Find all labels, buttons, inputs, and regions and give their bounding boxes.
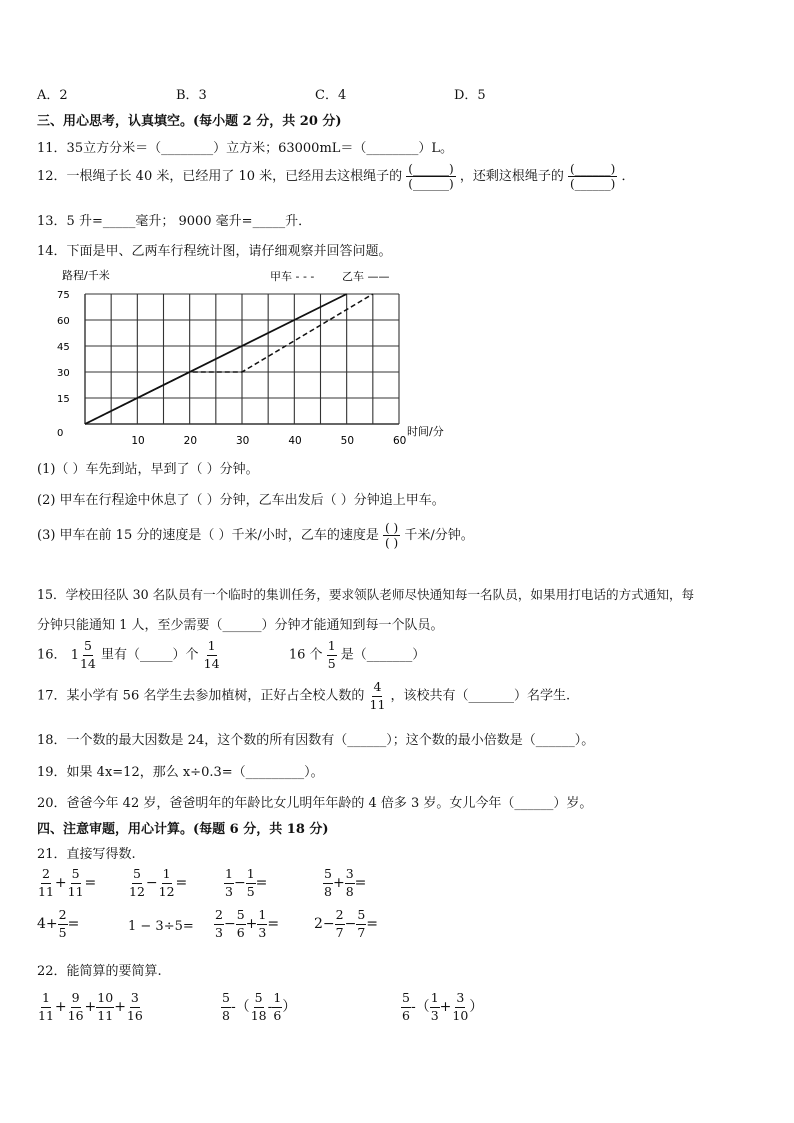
q22-item-c <box>401 992 483 1022</box>
q21b-eq: = <box>175 875 188 891</box>
q21a-d1: 11 <box>38 883 54 899</box>
q21g-op2: + <box>245 916 258 932</box>
q16-text-2: 16 个 <box>288 647 323 663</box>
q14-3-blank-num: ( ) <box>385 521 399 535</box>
q16-fraction-2 <box>203 640 221 670</box>
y-tick-label: 60 <box>57 316 70 327</box>
q22a-d1: 11 <box>38 1007 54 1023</box>
legend-jia: 甲车 - - - <box>270 270 315 283</box>
x-tick-label: 40 <box>288 435 302 447</box>
q21a-d2: 11 <box>67 883 84 899</box>
q17-num: 4 <box>372 681 382 697</box>
q21c-eq: = <box>255 875 268 891</box>
x-tick-label: 20 <box>183 435 198 447</box>
q16-fraction-1 <box>79 640 97 670</box>
q21g-n2: 5 <box>236 909 246 925</box>
question-22: 22．能简算的要简算. <box>37 964 162 979</box>
q17-den: 11 <box>369 696 386 712</box>
q21c-n2: 1 <box>246 868 256 884</box>
q21h-n1: 2 <box>335 909 345 925</box>
q21b-n1: 5 <box>132 868 142 884</box>
travel-chart <box>37 266 467 448</box>
y-tick-label: 75 <box>57 290 70 301</box>
q22b-op: - <box>267 999 273 1015</box>
q16-den3: 5 <box>327 655 336 671</box>
q22b-n2: 5 <box>254 992 264 1008</box>
y-tick-label: 45 <box>57 342 70 353</box>
q21g-d2: 6 <box>236 924 245 940</box>
q12-blank-fraction-2 <box>568 163 617 190</box>
q12-blank-fraction-1 <box>406 163 455 190</box>
q22-item-a <box>37 992 144 1022</box>
question-14-1: (1)（ ）车先到站，早到了（ ）分钟。 <box>37 462 259 477</box>
q14-3-text-post: 千米/分钟。 <box>404 528 474 543</box>
y-tick-label: 15 <box>57 394 70 405</box>
question-15-line-1: 15．学校田径队 30 名队员有一个临时的集训任务，要求领队老师尽快通知每一名队员，如果用打电话的方式通知，每 <box>37 587 695 602</box>
q22-item-b <box>221 992 296 1022</box>
q21d-op: + <box>332 875 345 891</box>
q22a-op1: + <box>54 999 67 1015</box>
q14-3-blank-fraction <box>383 522 400 549</box>
q21b-d1: 12 <box>129 883 145 899</box>
q21-item-d <box>323 868 366 898</box>
q21e-d1: 5 <box>58 924 67 940</box>
section-3-heading: 三、用心思考，认真填空。(每小题 2 分，共 20 分) <box>37 114 342 129</box>
q22b-close: ） <box>282 999 297 1015</box>
option-b: B．3 <box>176 88 207 103</box>
q22b-n3: 1 <box>272 992 282 1008</box>
q21g-n1: 2 <box>214 909 224 925</box>
q21h-d1: 7 <box>335 924 344 940</box>
q12-blank1-den: (______) <box>408 177 454 191</box>
q22c-d2: 3 <box>430 1007 439 1023</box>
q22b-d1: 8 <box>222 1007 230 1023</box>
q21-item-f: 1 − 3÷5= <box>128 919 194 934</box>
q21a-n1: 2 <box>41 868 51 884</box>
q16-text-1: 里有（_____）个 <box>101 647 199 663</box>
q17-fraction <box>369 681 387 711</box>
q22a-d3: 11 <box>97 1007 114 1023</box>
question-13: 13．5 升=_____毫升； 9000 毫升=_____升． <box>37 214 312 229</box>
q22b-d2: 18 <box>250 1007 267 1023</box>
q22c-n1: 5 <box>401 992 411 1008</box>
chart-grid <box>85 294 399 424</box>
q21b-op: − <box>145 875 158 891</box>
question-11: 11．35立方分米＝（________）立方米；63000mL＝（________）L。 <box>37 141 454 156</box>
q21c-op: − <box>233 875 246 891</box>
chart-legend <box>270 270 390 283</box>
y-tick-label: 0 <box>57 428 64 439</box>
question-14-3 <box>37 522 474 549</box>
q21b-n2: 1 <box>162 868 172 884</box>
q14-3-text-pre: (3) 甲车在前 15 分的速度是（ ）千米/小时，乙车的速度是 <box>37 528 379 543</box>
q16-fraction-3 <box>327 640 337 670</box>
y-tick-label: 30 <box>57 368 70 379</box>
question-17 <box>37 681 570 711</box>
q22a-op3: + <box>114 999 126 1015</box>
q16-num2: 1 <box>207 640 217 656</box>
q21g-op1: − <box>223 916 236 932</box>
question-20: 20．爸爸今年 42 岁，爸爸明年的年龄比女儿明年年龄的 4 倍多 3 岁。女儿今年（______）岁。 <box>37 796 593 811</box>
q17-text-post: ，该校共有（_______）名学生. <box>390 688 571 704</box>
q16-label: 16． <box>37 647 67 663</box>
q21a-n2: 5 <box>71 868 81 884</box>
q22c-n3: 3 <box>455 992 465 1008</box>
q21-item-b <box>128 868 187 898</box>
q21-item-h <box>314 909 378 939</box>
q22c-d1: 6 <box>402 1007 410 1023</box>
q21d-d1: 8 <box>324 883 332 899</box>
q21h-op: − <box>344 916 357 932</box>
q16-num1: 5 <box>83 640 93 656</box>
q16-whole: 1 <box>70 647 79 663</box>
q21d-eq: = <box>354 875 367 891</box>
q22c-d3: 10 <box>452 1007 469 1023</box>
q22a-op2: + <box>84 999 97 1015</box>
q16-den1: 14 <box>79 655 96 671</box>
q21c-d2: 5 <box>246 883 255 899</box>
question-12 <box>37 163 635 190</box>
q16-text-3: 是（_______） <box>340 647 426 663</box>
x-tick-label: 30 <box>236 435 250 447</box>
question-19: 19．如果 4x=12，那么 x÷0.3=（_________）。 <box>37 765 324 780</box>
option-d: D．5 <box>454 88 486 103</box>
q21e-n1: 2 <box>58 909 68 925</box>
chart-yticks <box>57 290 70 439</box>
chart-xlabel: 时间/分 <box>407 425 444 438</box>
q22a-d2: 16 <box>67 1007 84 1023</box>
q21-item-a <box>37 868 96 898</box>
q22a-n3: 10 <box>96 992 114 1008</box>
question-14: 14．下面是甲、乙两车行程统计图，请仔细观察并回答问题。 <box>37 244 392 259</box>
q21g-eq: = <box>267 916 280 932</box>
q21c-n1: 1 <box>224 868 234 884</box>
q21b-d2: 12 <box>158 883 175 899</box>
q22c-n2: 1 <box>430 992 440 1008</box>
question-21: 21．直接写得数. <box>37 847 136 862</box>
q12-text-post: ． <box>621 169 635 184</box>
q22c-mid: -（ <box>410 999 430 1015</box>
q21h-eq: = <box>366 916 379 932</box>
q21c-d1: 3 <box>225 883 233 899</box>
q21h-n2: 5 <box>356 909 366 925</box>
question-18: 18．一个数的最大因数是 24，这个数的所有因数有（______）；这个数的最小倍数是（______）。 <box>37 733 595 748</box>
q12-blank2-den: (______) <box>569 177 616 191</box>
question-15-line-2: 分钟只能通知 1 人，至少需要（______）分钟才能通知到每一个队员。 <box>37 618 444 633</box>
q21h-pre: 2− <box>314 916 335 932</box>
q22b-mid: -（ <box>230 999 250 1015</box>
q22a-n2: 9 <box>71 992 81 1008</box>
q21g-n3: 1 <box>257 909 267 925</box>
q22b-d3: 6 <box>273 1007 282 1023</box>
q21d-n1: 5 <box>323 868 333 884</box>
q21g-d3: 3 <box>258 924 267 940</box>
q14-3-blank-den: ( ) <box>385 536 399 550</box>
chart-series <box>85 294 373 424</box>
q21g-d1: 3 <box>215 924 223 940</box>
q22b-n1: 5 <box>221 992 231 1008</box>
x-tick-label: 60 <box>393 435 407 447</box>
section-4-heading: 四、注意审题，用心计算。(每题 6 分，共 18 分) <box>37 822 329 837</box>
chart-ylabel: 路程/千米 <box>62 269 110 282</box>
q12-blank1-num: (______) <box>408 162 454 176</box>
q21e-eq: = <box>67 916 80 932</box>
q21h-d2: 7 <box>357 924 366 940</box>
chart-xticks <box>131 435 406 447</box>
q21-item-c <box>224 868 267 898</box>
q22a-d4: 16 <box>126 1007 143 1023</box>
q21d-n2: 3 <box>345 868 355 884</box>
q12-text-pre: 12．一根绳子长 40 米，已经用了 10 米，已经用去这根绳子的 <box>37 169 403 184</box>
q21-item-g <box>214 909 279 939</box>
option-c: C．4 <box>315 88 347 103</box>
question-16 <box>37 640 425 670</box>
x-tick-label: 10 <box>131 435 145 447</box>
q21a-op: + <box>54 875 67 891</box>
x-tick-label: 50 <box>340 435 355 447</box>
q17-text-pre: 17．某小学有 56 名学生去参加植树，正好占全校人数的 <box>37 688 365 704</box>
q12-text-mid: ，还剩这根绳子的 <box>459 169 564 184</box>
q22c-close: ） <box>469 999 484 1015</box>
q22a-n1: 1 <box>41 992 51 1008</box>
q16-mixed-number <box>71 640 97 670</box>
q21e-pre: 4+ <box>37 916 58 932</box>
q16-num3: 1 <box>327 640 337 656</box>
q22a-n4: 3 <box>130 992 140 1008</box>
q21a-eq: = <box>84 875 97 891</box>
q16-den2: 14 <box>203 655 220 671</box>
legend-yi: 乙车 —— <box>342 270 390 283</box>
q21-item-e <box>37 909 79 939</box>
series-line-jia <box>85 294 373 424</box>
option-a: A．2 <box>37 88 68 103</box>
q12-blank2-num: (______) <box>569 162 616 176</box>
question-14-2: (2) 甲车在行程途中休息了（ ）分钟，乙车出发后（ ）分钟追上甲车。 <box>37 493 445 508</box>
q21d-d2: 8 <box>345 883 354 899</box>
q22c-op: + <box>439 999 452 1015</box>
